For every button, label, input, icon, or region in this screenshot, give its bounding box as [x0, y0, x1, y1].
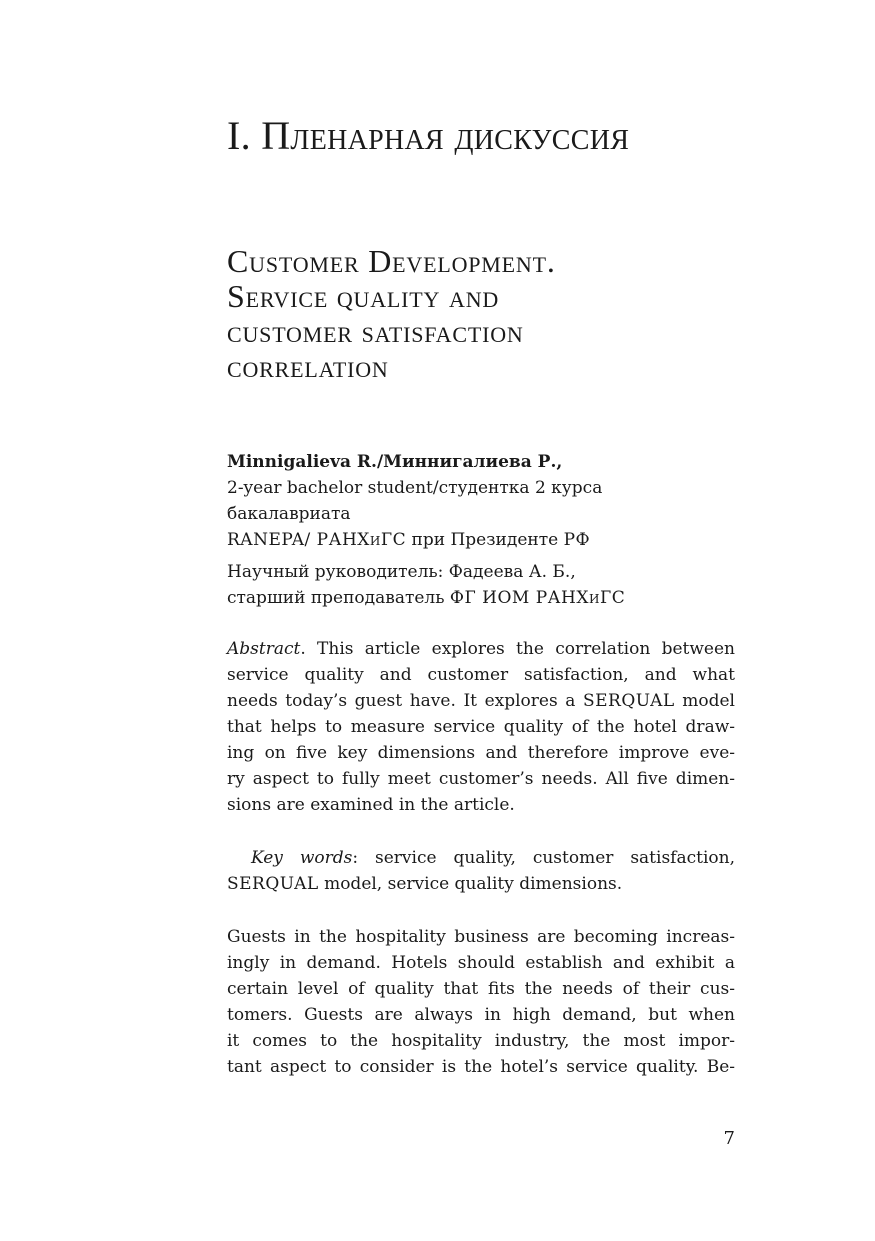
abstract	[227, 636, 735, 818]
body-line: tomers. Guests are always in high demand, but when	[227, 1005, 735, 1025]
model-name: SERQUAL	[227, 874, 319, 894]
body-line: Guests in the hospitality business are becoming increas-	[227, 927, 735, 947]
keywords-label: Key words	[251, 848, 353, 868]
advisor-title-prefix: старший преподаватель	[227, 588, 450, 608]
keywords-line	[227, 871, 735, 897]
article-title-line: customer satisfaction	[227, 313, 524, 349]
abstract-line: ry aspect to fully meet customer’s needs. All five dimen-	[227, 769, 735, 789]
abstract-line: ing on five key dimensions and therefore improve eve-	[227, 743, 735, 763]
keywords-text: model, service quality dimensions.	[318, 874, 623, 894]
body-line: certain level of quality that fits the needs of their cus-	[227, 979, 735, 999]
author-position: 2-year bachelor student/студентка 2 курса	[227, 478, 603, 498]
article-title	[227, 244, 747, 384]
body-line: it comes to the hospitality industry, the most impor-	[227, 1031, 735, 1051]
body-text	[227, 924, 735, 1080]
abstract-line: service quality and customer satisfaction, and what	[227, 665, 735, 685]
advisor-title	[227, 585, 735, 611]
abstract-line	[227, 688, 735, 714]
abstract-line: that helps to measure service quality of the hotel draw-	[227, 717, 735, 737]
body-line: ingly in demand. Hotels should establish and exhibit a	[227, 953, 735, 973]
advisor-org: ФГ ИОМ РАНХиГС	[449, 588, 626, 608]
abstract-line: sions are examined in the article.	[227, 795, 515, 815]
affiliation-org: RANEPA/ РАНХиГС	[227, 530, 407, 550]
article-title-line: Service quality and	[227, 278, 500, 314]
author-affiliation	[227, 527, 735, 553]
abstract-text: . This article explores the correlation between	[300, 639, 735, 659]
author-name: Minnigalieva R./Миннигалиева Р.,	[227, 452, 563, 472]
article-title-line: Customer Development.	[227, 243, 556, 279]
advisor-name: Научный руководитель: Фадеева А. Б.,	[227, 562, 576, 582]
affiliation-country: РФ	[563, 530, 591, 550]
abstract-label: Abstract	[227, 639, 301, 659]
abstract-line	[227, 636, 735, 662]
model-name: SERQUAL	[583, 691, 675, 711]
keywords	[227, 845, 735, 897]
author-block	[227, 449, 735, 611]
abstract-text: needs today’s guest have. It explores a	[227, 691, 583, 711]
author-position-cont: бакалавриата	[227, 504, 351, 524]
keywords-text: : service quality, customer satisfaction,	[352, 848, 735, 868]
section-title: I. Пленарная дискуссия	[227, 113, 630, 158]
body-line: tant aspect to consider is the hotel’s service quality. Be-	[227, 1057, 735, 1077]
affiliation-rest: при Президенте	[406, 530, 564, 550]
keywords-line	[227, 845, 735, 871]
page-number: 7	[723, 1128, 735, 1149]
abstract-text: model	[674, 691, 735, 711]
article-title-line: correlation	[227, 348, 389, 384]
